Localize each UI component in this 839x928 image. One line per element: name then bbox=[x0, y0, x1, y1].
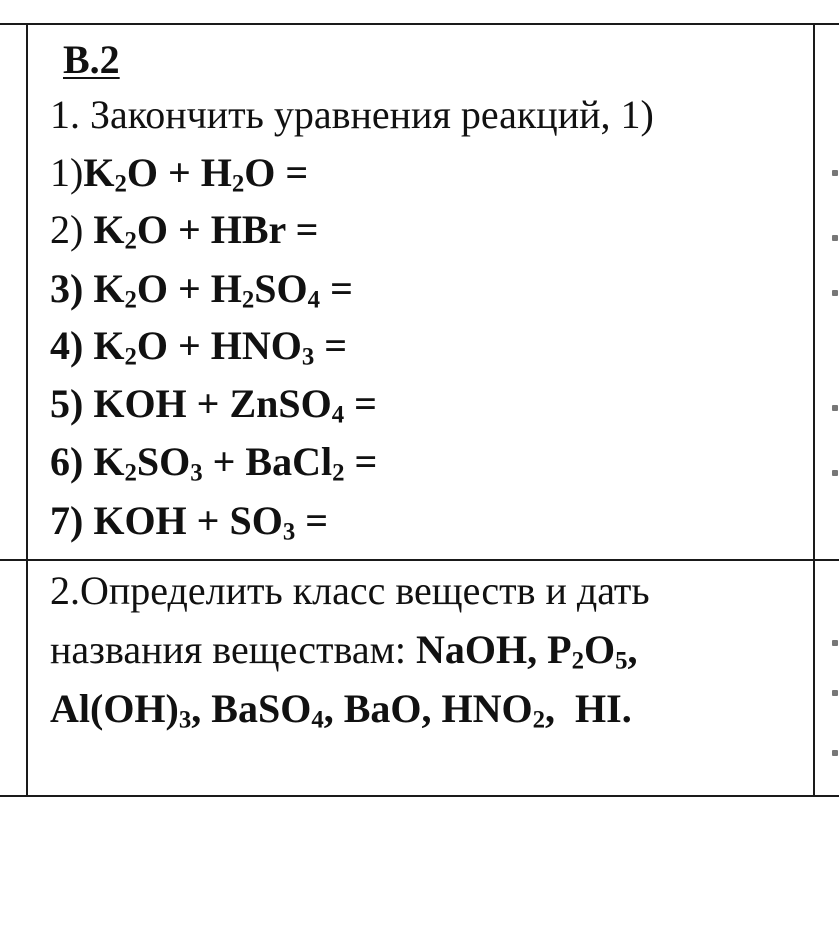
reaction-6 bbox=[50, 438, 377, 486]
reaction-4 bbox=[50, 322, 347, 370]
reaction-formula: $K_2O + H_2O$ = bbox=[83, 150, 309, 198]
task-2-instruction: 2.Определить класс веществ и дать bbox=[50, 568, 650, 613]
cutoff-text-fragment bbox=[832, 170, 838, 176]
reaction-formula: KOH + $SO_3$ = bbox=[93, 498, 329, 546]
cutoff-text-fragment bbox=[832, 640, 838, 646]
reaction-formula: $K_2O + HNO_3$ = bbox=[93, 323, 348, 371]
task-1-instruction: 1. Закончить уравнения реакций, 1) bbox=[50, 92, 654, 137]
reaction-formula: KOH + ZnSO$_4$ = bbox=[93, 381, 377, 429]
reaction-2 bbox=[50, 206, 318, 254]
cutoff-text-fragment bbox=[832, 405, 838, 411]
task-cell-1 bbox=[28, 25, 814, 559]
reaction-number: 5) bbox=[50, 381, 84, 426]
reaction-3 bbox=[50, 265, 353, 313]
task-2-line-3 bbox=[50, 685, 632, 733]
cutoff-text-fragment bbox=[832, 470, 838, 476]
cutoff-text-fragment bbox=[832, 750, 838, 756]
reaction-1 bbox=[50, 149, 308, 197]
substance-list: NaOH, $P_2O_5$, bbox=[416, 627, 638, 675]
cutoff-text-fragment bbox=[832, 690, 838, 696]
reaction-formula: $K_2SO_3$ + BaCl$_2$ = bbox=[93, 439, 378, 487]
reaction-number: 7) bbox=[50, 498, 84, 543]
reaction-formula: $K_2O + H_2SO_4$ = bbox=[93, 266, 353, 314]
table-bottom-border bbox=[0, 795, 839, 797]
reaction-number: 2) bbox=[50, 207, 84, 252]
variant-heading: В.2 bbox=[63, 37, 120, 82]
reaction-formula: $K_2O$ + HBr = bbox=[93, 207, 319, 255]
substance-list: $Al(OH)_3$, BaSO$_4$, BaO, $HNO_2$, HI. bbox=[50, 686, 632, 734]
task-cell-2 bbox=[28, 561, 814, 795]
cutoff-text-fragment bbox=[832, 290, 838, 296]
reaction-7 bbox=[50, 497, 328, 545]
reaction-number: 6) bbox=[50, 439, 84, 484]
reaction-number: 1) bbox=[50, 150, 84, 195]
task-2-line-2 bbox=[50, 626, 638, 674]
reaction-5 bbox=[50, 380, 377, 428]
task-2-prompt: названия веществам: bbox=[50, 627, 417, 672]
reaction-number: 3) bbox=[50, 266, 84, 311]
reaction-number: 4) bbox=[50, 323, 84, 368]
cutoff-text-fragment bbox=[832, 235, 838, 241]
